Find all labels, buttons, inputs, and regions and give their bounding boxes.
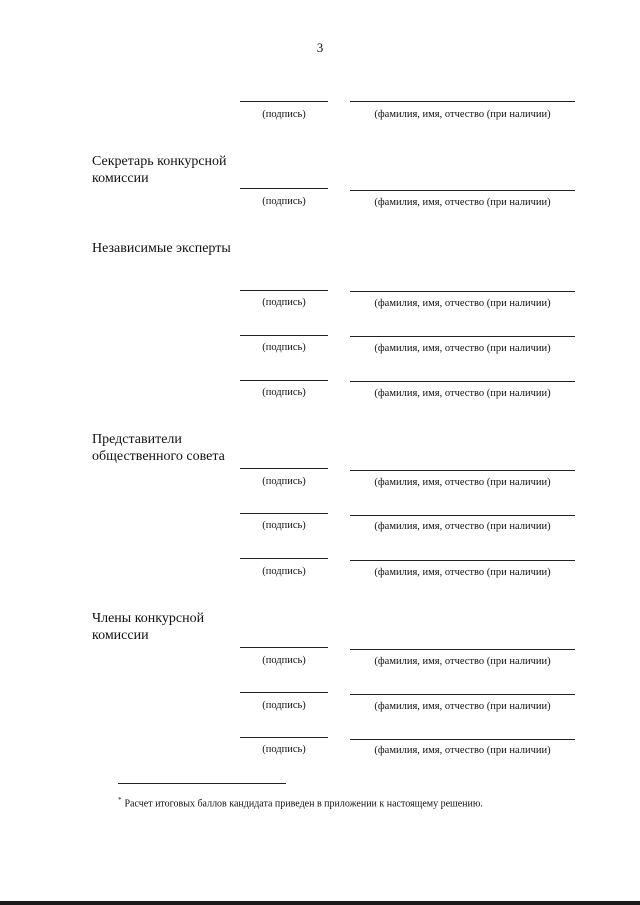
name-caption: (фамилия, имя, отчество (при наличии) <box>374 701 551 712</box>
name-line <box>350 560 575 561</box>
section-title-secretary: Секретарь конкурсной комиссии <box>92 154 227 186</box>
name-caption: (фамилия, имя, отчество (при наличии) <box>374 745 551 756</box>
signature-caption: (подпись) <box>262 109 306 120</box>
name-caption: (фамилия, имя, отчество (при наличии) <box>374 109 551 120</box>
section-title-experts: Независимые эксперты <box>92 241 231 256</box>
footnote-text: Расчет итоговых баллов кандидата приведен в приложении к настоящему решению. <box>124 798 483 810</box>
signature-caption: (подпись) <box>262 700 306 711</box>
name-caption: (фамилия, имя, отчество (при наличии) <box>374 343 551 354</box>
name-line <box>350 694 575 695</box>
page-number: 3 <box>316 40 324 55</box>
name-caption: (фамилия, имя, отчество (при наличии) <box>374 298 551 309</box>
name-line <box>350 739 575 740</box>
signature-caption: (подпись) <box>262 520 306 531</box>
signature-line <box>240 692 328 693</box>
section-title-members: Члены конкурсной комиссии <box>92 611 205 643</box>
scan-bottom-edge <box>0 901 640 905</box>
signature-caption: (подпись) <box>262 744 306 755</box>
name-caption: (фамилия, имя, отчество (при наличии) <box>374 521 551 532</box>
name-caption: (фамилия, имя, отчество (при наличии) <box>374 477 551 488</box>
signature-line <box>240 468 328 469</box>
signature-caption: (подпись) <box>262 297 306 308</box>
footnote-rule <box>118 783 286 784</box>
name-line <box>350 515 575 516</box>
name-line <box>350 336 575 337</box>
name-caption: (фамилия, имя, отчество (при наличии) <box>374 567 551 578</box>
signature-caption: (подпись) <box>262 387 306 398</box>
signature-line <box>240 647 328 648</box>
name-caption: (фамилия, имя, отчество (при наличии) <box>374 197 551 208</box>
signature-caption: (подпись) <box>262 196 306 207</box>
name-caption: (фамилия, имя, отчество (при наличии) <box>374 388 551 399</box>
footnote <box>118 796 483 809</box>
signature-line <box>240 558 328 559</box>
signature-caption: (подпись) <box>262 655 306 666</box>
signature-line <box>240 513 328 514</box>
name-line <box>350 190 575 191</box>
section-title-council: Представители общественного совета <box>92 432 225 464</box>
signature-line <box>240 188 328 189</box>
signature-line <box>240 101 328 102</box>
name-line <box>350 381 575 382</box>
footnote-mark: * <box>118 796 122 804</box>
name-line <box>350 291 575 292</box>
signature-caption: (подпись) <box>262 342 306 353</box>
name-line <box>350 470 575 471</box>
name-caption: (фамилия, имя, отчество (при наличии) <box>374 656 551 667</box>
signature-line <box>240 290 328 291</box>
name-line <box>350 649 575 650</box>
name-line <box>350 101 575 102</box>
signature-line <box>240 380 328 381</box>
signature-caption: (подпись) <box>262 476 306 487</box>
signature-caption: (подпись) <box>262 566 306 577</box>
signature-line <box>240 737 328 738</box>
signature-line <box>240 335 328 336</box>
